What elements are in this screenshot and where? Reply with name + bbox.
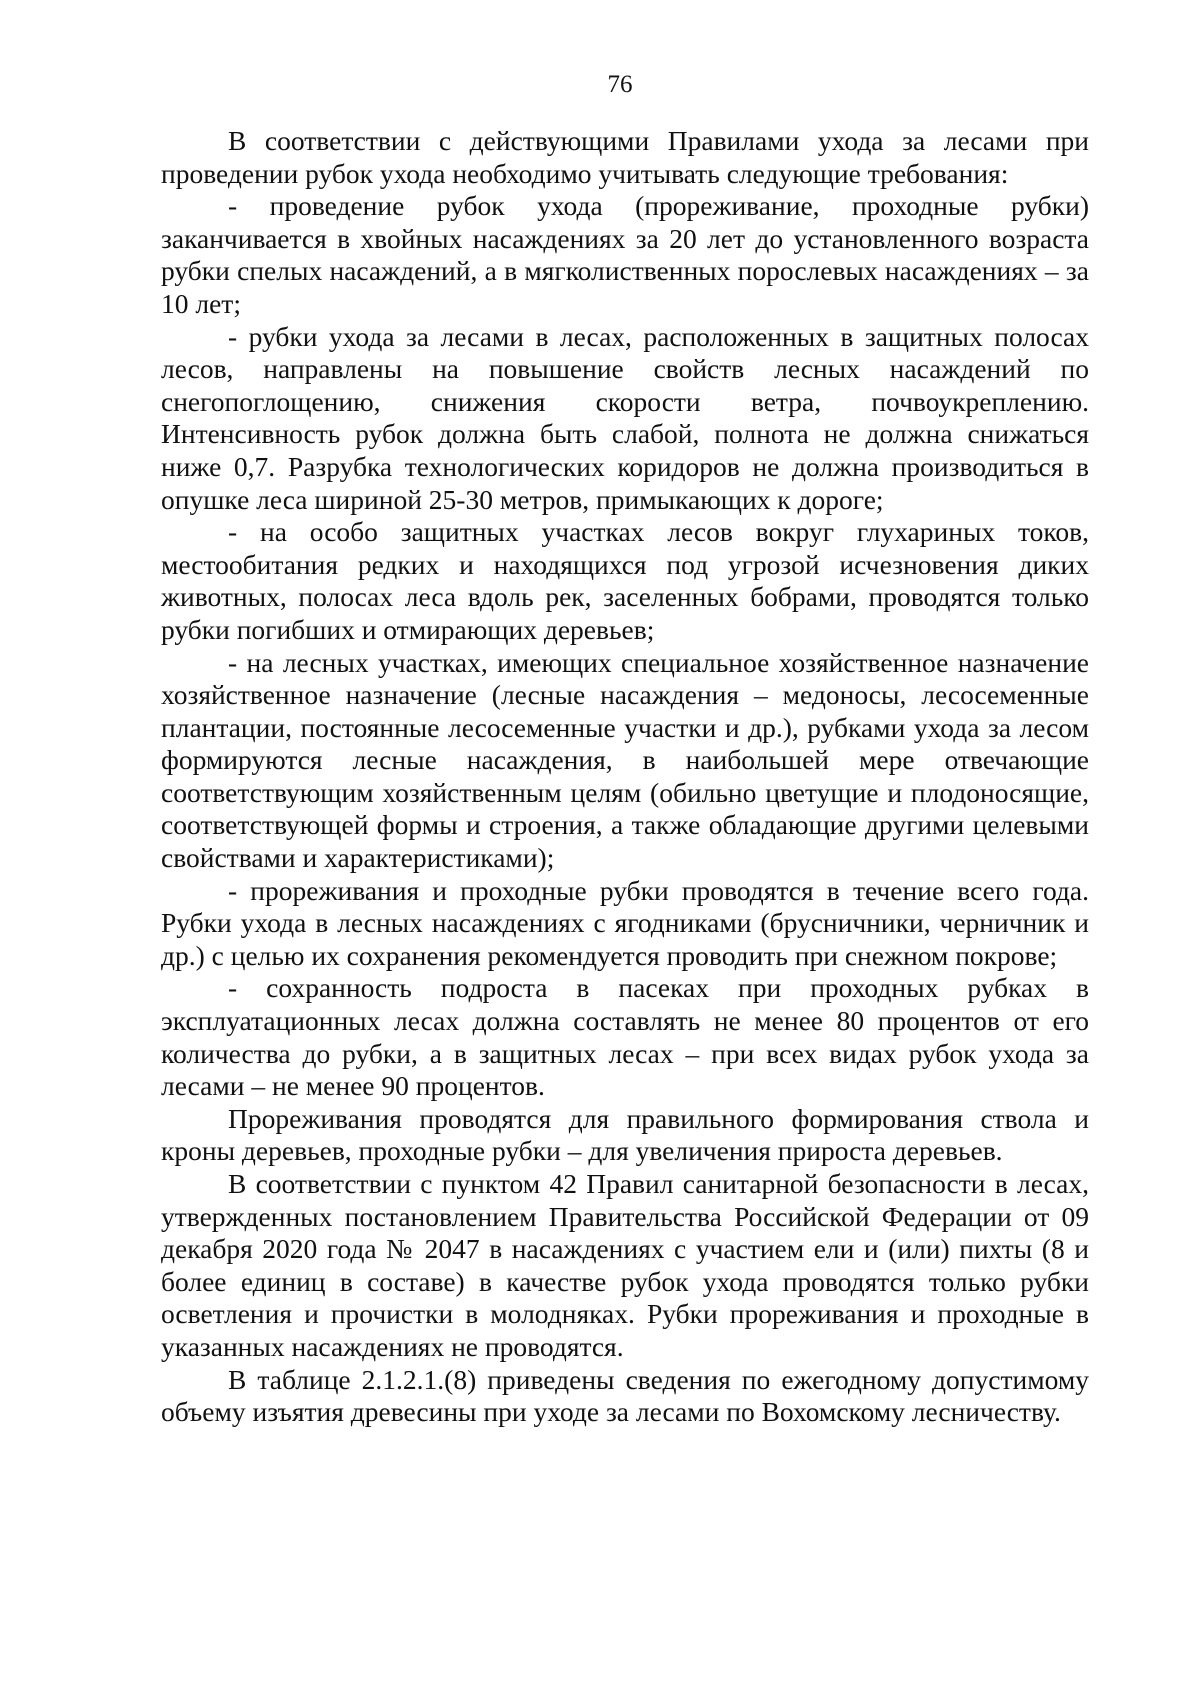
paragraph-list-item: - на лесных участках, имеющих специальное хозяйственное назначение хозяйственное назначение (лесные насаждения – медоносы, лесосеменные плантации, постоянные лесосеменные участки и др.), рубками ухода за лесом формируются лесные насаждения, в наибольшей мере отвечающие соответствующим хозяйственным целям (обильно цветущие и плодоносящие, соответствующей формы и строения, а также обладающие другими целевыми свойствами и характеристиками); <box>161 646 1089 874</box>
paragraph-table-reference: В таблице 2.1.2.1.(8) приведены сведения по ежегодному допустимому объему изъятия древесины при уходе за лесами по Вохомскому лесничеству. <box>161 1363 1089 1428</box>
page-body <box>161 125 1089 1429</box>
paragraph-list-item: - сохранность подроста в пасеках при проходных рубках в эксплуатационных лесах должна составлять не менее 80 процентов от его количества до рубки, а в защитных лесах – при всех видах рубок ухода за лесами – не менее 90 процентов. <box>161 972 1089 1102</box>
paragraph-sanitary-rules: В соответствии с пунктом 42 Правил санитарной безопасности в лесах, утвержденных постановлением Правительства Российской Федерации от 09 декабря 2020 года № 2047 в насаждениях с участием ели и (или) пихты (8 и более единиц в составе) в качестве рубок ухода проводятся только рубки осветления и прочистки в молодняках. Рубки прореживания и проходные в указанных насаждениях не проводятся. <box>161 1168 1089 1362</box>
paragraph-list-item: - рубки ухода за лесами в лесах, расположенных в защитных полосах лесов, направлены на повышение свойств лесных насаждений по снегопоглощению, снижения скорости ветра, почвоукреплению. Интенсивность рубок должна быть слабой, полнота не должна снижаться ниже 0,7. Разрубка технологических коридоров не должна производиться в опушке леса шириной 25-30 метров, примыкающих к дороге; <box>161 320 1089 515</box>
paragraph-intro: В соответствии с действующими Правилами ухода за лесами при проведении рубок ухода необходимо учитывать следующие требования: <box>161 125 1089 189</box>
paragraph-list-item: - проведение рубок ухода (прореживание, проходные рубки) заканчивается в хвойных насаждениях за 20 лет до установленного возраста рубки спелых насаждений, а в мягколиственных порослевых насаждениях – за 10 лет; <box>161 190 1089 319</box>
paragraph-thinning: Прореживания проводятся для правильного формирования ствола и кроны деревьев, проходные рубки – для увеличения прироста деревьев. <box>161 1102 1089 1167</box>
paragraph-list-item: - на особо защитных участках лесов вокруг глухариных токов, местообитания редких и находящихся под угрозой исчезновения диких животных, полосах леса вдоль рек, заселенных бобрами, проводятся только рубки погибших и отмирающих деревьев; <box>161 516 1089 645</box>
paragraph-list-item: - прореживания и проходные рубки проводятся в течение всего года. Рубки ухода в лесных насаждениях с ягодниками (брусничники, черничник и др.) с целью их сохранения рекомендуется проводить при снежном покрове; <box>161 874 1089 971</box>
page-number: 76 <box>607 71 633 98</box>
